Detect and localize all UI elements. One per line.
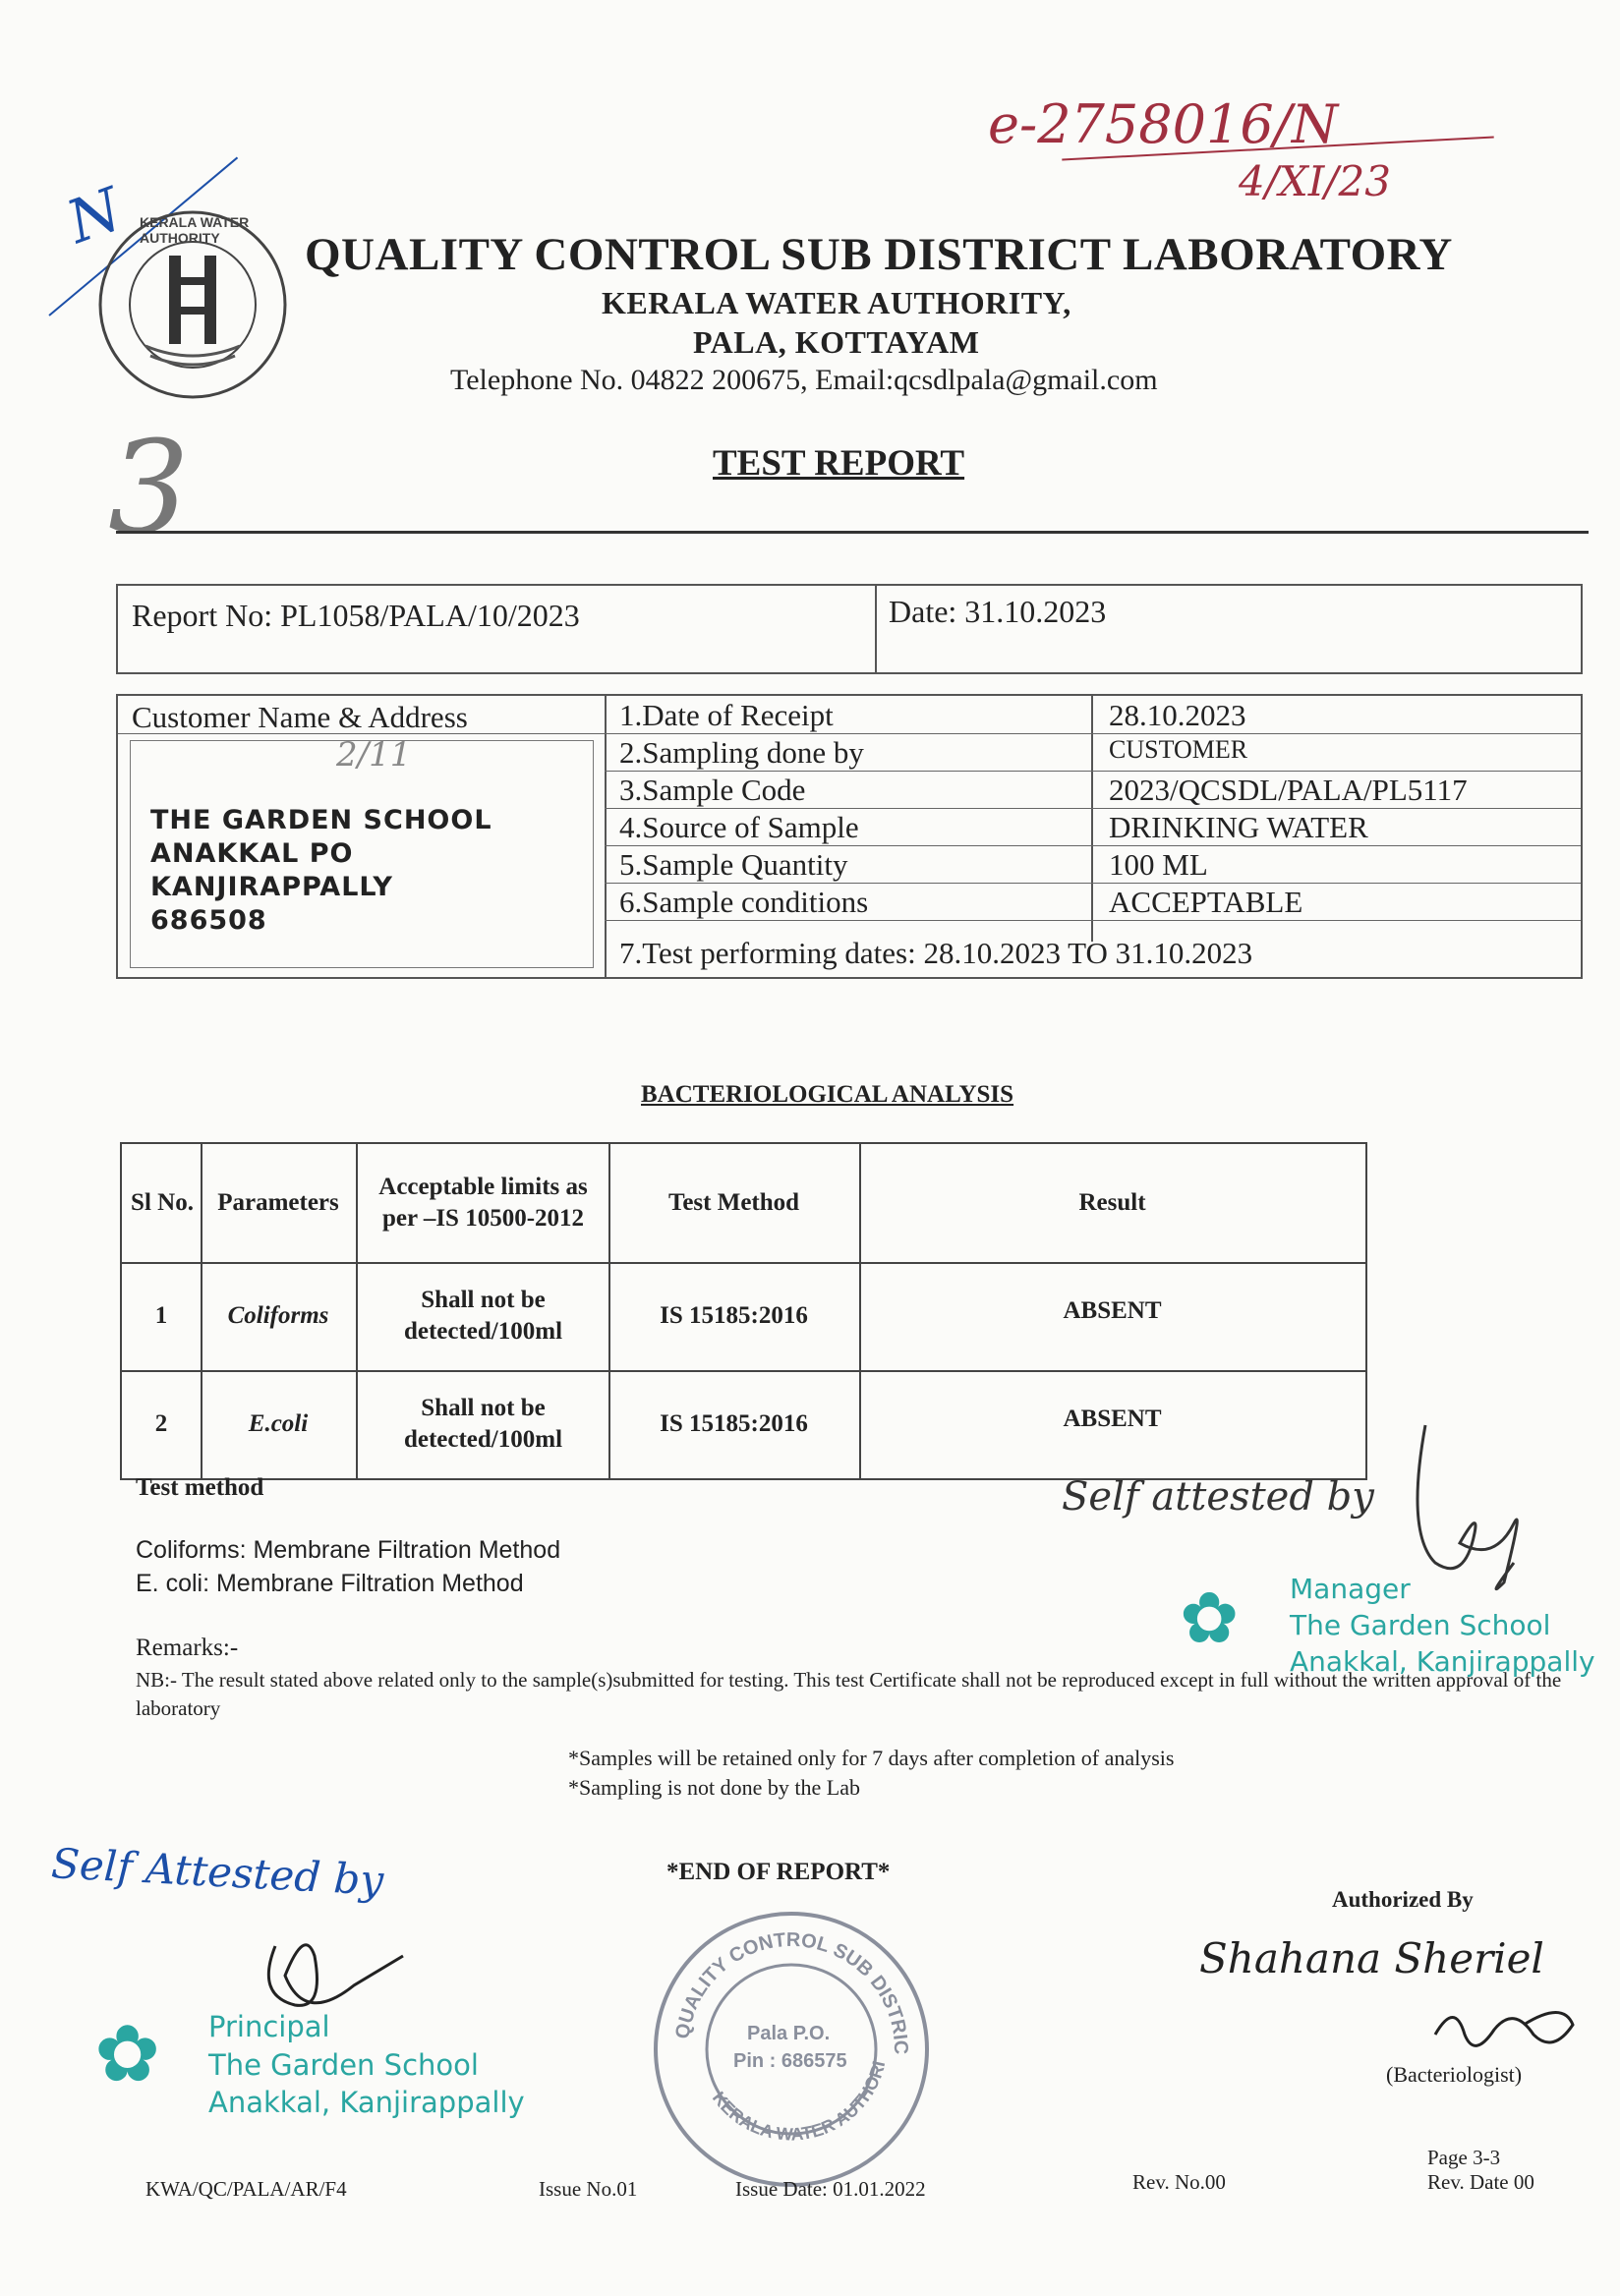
field-value: 100 ML — [1109, 847, 1208, 882]
row-parameter: Coliforms — [227, 1302, 329, 1329]
handwritten-receipt-date: 2/11 — [336, 735, 412, 775]
manager-stamp-place: Anakkal, Kanjirappally — [1290, 1645, 1595, 1678]
row-result: ABSENT — [1063, 1297, 1162, 1324]
footer-page-number: Page 3-3 — [1427, 2146, 1501, 2169]
row-limit: Shall not be detected/100ml — [403, 1287, 563, 1345]
address-line: THE GARDEN SCHOOL — [150, 805, 492, 835]
manager-stamp-school: The Garden School — [1290, 1609, 1551, 1641]
lab-seal-stamp — [649, 1907, 934, 2192]
seal-text-bottom: KERALA WATER AUTHORI — [708, 2059, 890, 2145]
address-line: KANJIRAPPALLY — [150, 872, 393, 902]
analysis-table — [120, 1142, 1367, 1480]
nb-disclaimer: NB:- The result stated above related only to the sample(s)submitted for testing. This test Certificate shall not be reproduced except in full without the written approval of the laboratory — [136, 1668, 1562, 1720]
row-result: ABSENT — [1063, 1406, 1162, 1432]
field-value: 28.10.2023 — [1109, 698, 1246, 732]
analysis-title: BACTERIOLOGICAL ANALYSIS — [641, 1081, 1014, 1108]
lab-location: PALA, KOTTAYAM — [693, 324, 980, 360]
footer-issue-no: Issue No.01 — [539, 2177, 638, 2201]
col-header-limits: Acceptable limits as per –IS 10500-2012 — [378, 1174, 588, 1232]
manager-stamp-title: Manager — [1290, 1573, 1411, 1605]
row-sl: 2 — [154, 1410, 168, 1437]
handwritten-bacteriologist-name: Shahana Sheriel — [1199, 1934, 1544, 1982]
address-line: 686508 — [150, 905, 267, 936]
lab-name: QUALITY CONTROL SUB DISTRICT LABORATORY — [305, 229, 1453, 280]
footer-form-code: KWA/QC/PALA/AR/F4 — [145, 2177, 347, 2201]
handwritten-self-attested-principal: Self Attested by — [49, 1839, 385, 1905]
col-header-parameters: Parameters — [217, 1189, 339, 1216]
handwritten-ref-number: e-2758016/N — [988, 93, 1339, 155]
document-title: TEST REPORT — [713, 443, 965, 484]
seal-text-top: QUALITY CONTROL SUB DISTRIC — [671, 1928, 912, 2055]
flower-logo-icon: ✿ — [1180, 1577, 1240, 1659]
remarks-label: Remarks:- — [136, 1635, 239, 1661]
field-label: 4.Source of Sample — [619, 810, 859, 844]
handwritten-number-mark: 3 — [108, 413, 190, 562]
row-sl: 1 — [154, 1302, 168, 1329]
end-of-report: *END OF REPORT* — [666, 1859, 891, 1885]
row-method: IS 15185:2016 — [660, 1410, 808, 1437]
seal-pin: Pin : 686575 — [733, 2050, 847, 2072]
field-value: 2023/QCSDL/PALA/PL5117 — [1109, 773, 1468, 807]
customer-table — [116, 694, 1583, 979]
address-line: ANAKKAL PO — [150, 838, 354, 869]
principal-stamp-title: Principal — [208, 2010, 330, 2043]
customer-label: Customer Name & Address — [132, 700, 468, 734]
field-label: 3.Sample Code — [619, 773, 806, 807]
field-label: 5.Sample Quantity — [619, 847, 848, 882]
footer-rev-no: Rev. No.00 — [1132, 2170, 1226, 2194]
field-value: CUSTOMER — [1109, 735, 1248, 764]
test-method-heading: Test method — [136, 1474, 264, 1501]
bacteriologist-label: (Bacteriologist) — [1386, 2062, 1523, 2087]
method-line: Coliforms: Membrane Filtration Method — [136, 1536, 561, 1564]
col-header-result: Result — [1078, 1189, 1146, 1216]
field-value: ACCEPTABLE — [1109, 885, 1303, 919]
report-number: Report No: PL1058/PALA/10/2023 — [132, 598, 580, 633]
test-dates: 7.Test performing dates: 28.10.2023 TO 31.10.2023 — [619, 936, 1253, 970]
field-label: 2.Sampling done by — [619, 735, 864, 770]
col-header-sl: Sl No. — [131, 1189, 194, 1216]
col-header-method: Test Method — [667, 1189, 800, 1216]
organisation-name: KERALA WATER AUTHORITY, — [602, 285, 1071, 320]
authorized-by-label: Authorized By — [1332, 1887, 1474, 1912]
row-method: IS 15185:2016 — [660, 1302, 808, 1329]
row-limit: Shall not be detected/100ml — [403, 1395, 563, 1453]
note-line: *Samples will be retained only for 7 days after completion of analysis — [568, 1746, 1175, 1770]
principal-stamp-place: Anakkal, Kanjirappally — [208, 2086, 525, 2119]
report-date: Date: 31.10.2023 — [889, 594, 1107, 629]
field-value: DRINKING WATER — [1109, 810, 1368, 844]
flower-logo-icon: ✿ — [94, 2008, 161, 2099]
bacteriologist-signature — [1425, 1995, 1583, 2064]
report-info-box — [116, 584, 1583, 674]
lab-contact: Telephone No. 04822 200675, Email:qcsdlpala@gmail.com — [450, 364, 1158, 396]
method-line: E. coli: Membrane Filtration Method — [136, 1570, 524, 1597]
field-label: 6.Sample conditions — [619, 885, 869, 919]
field-label: 1.Date of Receipt — [619, 698, 834, 732]
row-parameter: E.coli — [248, 1410, 309, 1437]
header-divider — [116, 531, 1589, 534]
footer-issue-date: Issue Date: 01.01.2022 — [735, 2177, 926, 2201]
footer-rev-date: Rev. Date 00 — [1427, 2170, 1534, 2194]
principal-stamp-school: The Garden School — [208, 2048, 479, 2082]
seal-text: KERALA WATER AUTHORITY — [140, 214, 250, 246]
handwritten-corner-mark: N — [58, 175, 131, 258]
handwritten-ref-date: 4/XI/23 — [1239, 157, 1391, 205]
note-line: *Sampling is not done by the Lab — [568, 1775, 860, 1800]
handwritten-self-attested-manager: Self attested by — [1062, 1474, 1374, 1520]
seal-po: Pala P.O. — [747, 2023, 831, 2044]
kwa-seal-logo — [96, 208, 289, 401]
